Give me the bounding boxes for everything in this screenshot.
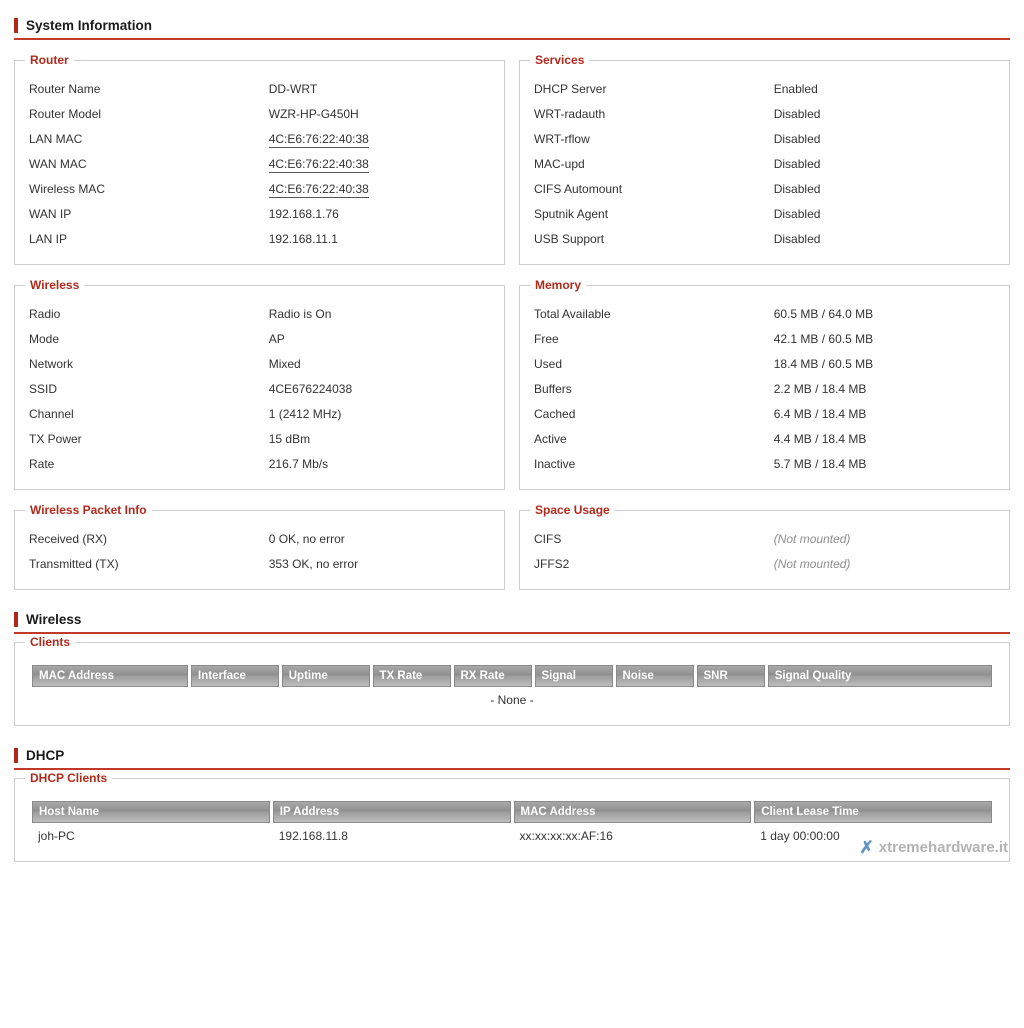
cell-host-name: joh-PC [38,829,75,843]
table-row [29,177,490,202]
table-row [29,552,490,577]
wireless-clients-table [29,665,995,713]
field-value: Disabled [773,207,821,221]
field-value: 216.7 Mb/s [268,457,329,471]
table-row [534,202,995,227]
field-label: SSID [29,382,58,396]
field-label: Radio [29,307,61,321]
table-row [29,127,490,152]
section-marker-icon [14,748,18,763]
field-value [269,202,490,227]
field-label: Transmitted (TX) [29,557,119,571]
panel-legend-clients: Clients [25,635,75,649]
field-value: Disabled [773,107,821,121]
table-row [534,227,995,252]
field-label: CIFS [534,532,562,546]
field-label: Channel [29,407,74,421]
field-value [269,227,490,252]
field-label: Used [534,357,563,371]
table-row [534,552,995,577]
table-row [29,152,490,177]
section-title: System Information [26,18,153,33]
field-value: Disabled [773,132,821,146]
field-value: Enabled [773,82,818,96]
panel-dhcp-clients [14,771,1010,862]
table-header-row [32,801,992,823]
wireless-mac-value[interactable]: 4C:E6:76:22:40:38 [268,182,369,196]
column-header-interface[interactable]: Interface [191,665,279,687]
panel-legend-services: Services [530,53,589,67]
field-value: 18.4 MB / 60.5 MB [773,357,874,371]
field-label: Received (RX) [29,532,108,546]
watermark-text: xtremehardware.it [878,839,1008,856]
table-row [29,527,490,552]
field-label: Rate [29,457,55,471]
table-row [29,227,490,252]
field-value: Disabled [773,232,821,246]
wan-mac-value[interactable]: 4C:E6:76:22:40:38 [268,157,369,171]
column-header-host-name[interactable]: Host Name [32,801,270,823]
column-right [519,277,1010,490]
table-row [534,302,995,327]
table-row [29,102,490,127]
field-label: Wireless MAC [29,182,106,196]
table-row [29,452,490,477]
table-row [534,127,995,152]
field-label: DHCP Server [534,82,607,96]
column-header-signal-quality[interactable]: Signal Quality [768,665,992,687]
table-row [534,452,995,477]
field-value [774,552,995,577]
field-label: WAN MAC [29,157,87,171]
field-label: Free [534,332,559,346]
column-header-ip-address[interactable]: IP Address [273,801,511,823]
field-label: Sputnik Agent [534,207,609,221]
field-value [269,77,490,102]
table-row [29,427,490,452]
wireless-info-table [29,302,490,477]
section-title: Wireless [26,612,82,627]
field-value: 0 OK, no error [268,532,345,546]
cell-mac-address: xx:xx:xx:xx:AF:16 [519,829,613,843]
table-row [534,177,995,202]
services-info-table [534,77,995,252]
field-value [269,177,490,202]
field-value: Disabled [773,182,821,196]
panel-legend-memory: Memory [530,278,586,292]
x-logo-icon: ✗ [859,838,874,857]
field-value: Disabled [773,157,821,171]
field-value: 353 OK, no error [268,557,359,571]
field-label: Network [29,357,74,371]
cell-ip-address: 192.168.11.8 [278,829,348,843]
router-info-table [29,77,490,252]
column-left [14,277,505,490]
column-header-snr[interactable]: SNR [697,665,765,687]
field-label: Inactive [534,457,576,471]
field-label: Buffers [534,382,572,396]
panel-router [14,53,505,265]
field-value: 15 dBm [268,432,311,446]
table-row [29,327,490,352]
value-text: (Not mounted) [773,532,851,546]
field-label: Router Model [29,107,102,121]
column-header-mac-address[interactable]: MAC Address [514,801,752,823]
field-label: LAN IP [29,232,68,246]
panel-memory [519,278,1010,490]
field-value: 1 (2412 MHz) [268,407,342,421]
lan-mac-value[interactable]: 4C:E6:76:22:40:38 [268,132,369,146]
column-header-signal[interactable]: Signal [535,665,613,687]
column-header-tx-rate[interactable]: TX Rate [373,665,451,687]
field-label: Active [534,432,567,446]
field-label: LAN MAC [29,132,83,146]
field-value: 4CE676224038 [268,382,353,396]
column-header-rx-rate[interactable]: RX Rate [454,665,532,687]
column-header-noise[interactable]: Noise [616,665,694,687]
section-header-system-information [14,18,1010,40]
column-header-uptime[interactable]: Uptime [282,665,370,687]
table-row [534,102,995,127]
panel-legend-router: Router [25,53,74,67]
table-row [534,527,995,552]
wireless-packet-info-table [29,527,490,577]
field-value: Radio is On [268,307,332,321]
table-row [534,77,995,102]
field-label: Mode [29,332,60,346]
field-label: WAN IP [29,207,72,221]
panel-legend-space-usage: Space Usage [530,503,615,517]
field-value: 2.2 MB / 18.4 MB [773,382,867,396]
table-row [534,377,995,402]
table-row [534,427,995,452]
column-left [14,502,505,590]
column-right [519,52,1010,265]
section-header-dhcp [14,748,1010,770]
field-value: 5.7 MB / 18.4 MB [773,457,867,471]
table-row [29,352,490,377]
field-value: 4.4 MB / 18.4 MB [773,432,867,446]
value-text: DD-WRT [268,82,318,96]
table-row [29,202,490,227]
field-label: WRT-rflow [534,132,590,146]
column-header-mac-address[interactable]: MAC Address [32,665,188,687]
table-empty-row [32,687,992,713]
field-label: MAC-upd [534,157,585,171]
field-value [269,152,490,177]
section-marker-icon [14,612,18,627]
table-header-row [32,665,992,687]
table-row [534,402,995,427]
field-value: 60.5 MB / 64.0 MB [773,307,874,321]
table-row [29,402,490,427]
column-header-client-lease-time[interactable]: Client Lease Time [754,801,992,823]
row-packetinfo-spaceusage [14,502,1010,590]
field-label: Cached [534,407,576,421]
field-value [774,527,995,552]
field-value: Mixed [268,357,301,371]
field-label: JFFS2 [534,557,570,571]
panel-space-usage [519,503,1010,590]
row-router-services [14,52,1010,265]
value-text: (Not mounted) [773,557,851,571]
spacer [14,590,1010,604]
field-value [269,102,490,127]
field-label: CIFS Automount [534,182,623,196]
column-left [14,52,505,265]
field-value: 42.1 MB / 60.5 MB [773,332,874,346]
column-right [519,502,1010,590]
field-label: Router Name [29,82,101,96]
field-label: TX Power [29,432,82,446]
field-value: 6.4 MB / 18.4 MB [773,407,867,421]
field-value: AP [268,332,285,346]
field-label: Total Available [534,307,611,321]
spacer [14,726,1010,740]
panel-legend-dhcp-clients: DHCP Clients [25,771,112,785]
table-row [32,823,992,849]
table-row [534,152,995,177]
section-title: DHCP [26,748,65,763]
panel-wireless [14,278,505,490]
cell-client-lease-time: 1 day 00:00:00 [760,829,840,843]
table-row [29,77,490,102]
section-marker-icon [14,18,18,33]
dhcp-clients-table [29,801,995,849]
panel-services [519,53,1010,265]
field-label: WRT-radauth [534,107,606,121]
section-header-wireless [14,612,1010,634]
field-value [269,127,490,152]
field-label: USB Support [534,232,605,246]
table-row [534,327,995,352]
panel-legend-wireless-packet-info: Wireless Packet Info [25,503,152,517]
value-text: 192.168.11.1 [268,232,338,246]
value-text: 192.168.1.76 [268,207,339,221]
space-usage-table [534,527,995,577]
table-row [29,377,490,402]
table-row [29,302,490,327]
row-wireless-memory [14,277,1010,490]
value-text: WZR-HP-G450H [268,107,359,121]
panel-wireless-packet-info [14,503,505,590]
table-row [534,352,995,377]
panel-clients [14,635,1010,726]
memory-info-table [534,302,995,477]
empty-state-text: - None - [490,693,534,707]
panel-legend-wireless: Wireless [25,278,84,292]
